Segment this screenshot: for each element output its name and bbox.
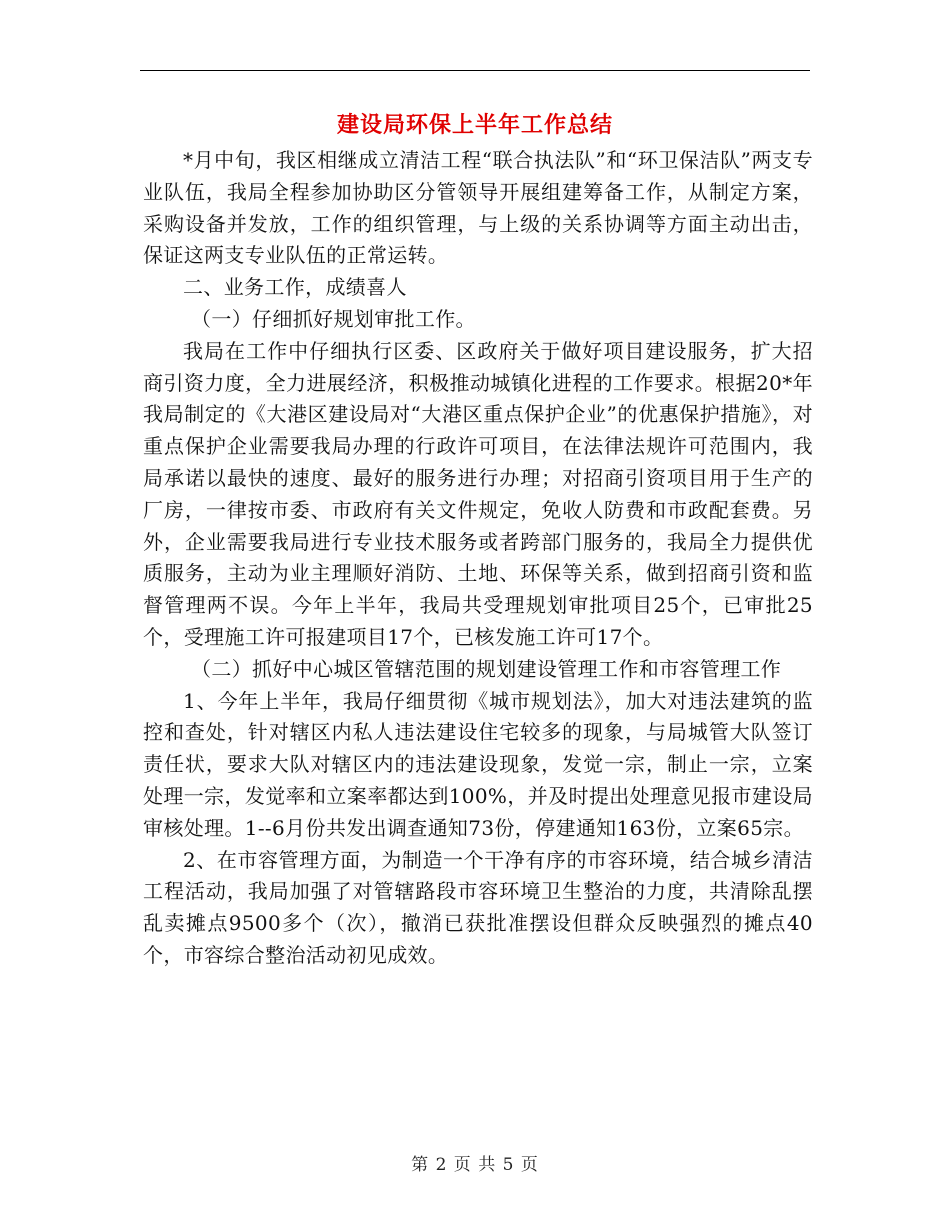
header-rule bbox=[140, 70, 810, 71]
paragraph-team-setup: *月中旬，我区相继成立清洁工程“联合执法队”和“环卫保洁队”两支专业队伍，我局全程参加协助区分管领导开展组建筹备工作，从制定方案，采购设备并发放，工作的组织管理，与上级的关系协调等方面主动出击，保证这两支专业队伍的正常运转。 bbox=[143, 148, 813, 268]
subsection-heading-city-management: （二）抓好中心城区管辖范围的规划建设管理工作和市容管理工作 bbox=[191, 656, 782, 681]
paragraph-planning-approval: 我局在工作中仔细执行区委、区政府关于做好项目建设服务，扩大招商引资力度，全力进展经济，积极推动城镇化进程的工作要求。根据20*年我局制定的《大港区建设局对“大港区重点保护企业”的优惠保护措施》，对重点保护企业需要我局办理的行政许可项目，在法律法规许可范围内，我局承诺以最快的速度、最好的服务进行办理；对招商引资项目用于生产的厂房，一律按市委、市政府有关文件规定，免收人防费和市政配套费。另外，企业需要我局进行专业技术服务或者跨部门服务的，我局全力提供优质服务，主动为业主理顺好消防、土地、环保等关系，做到招商引资和监督管理两不误。今年上半年，我局共受理规划审批项目25个，已审批25个，受理施工许可报建项目17个，已核发施工许可17个。 bbox=[143, 338, 813, 649]
document-title: 建设局环保上半年工作总结 bbox=[336, 112, 613, 138]
document-body bbox=[143, 145, 813, 972]
paragraph-city-appearance: 2、在市容管理方面，为制造一个干净有序的市容环境，结合城乡清洁工程活动，我局加强了对管辖路段市容环境卫生整治的力度，共清除乱摆乱卖摊点9500多个（次），撤消已获批准摆设但群众反映强烈的摊点40个，市容综合整治活动初见成效。 bbox=[143, 847, 813, 967]
page-number-footer: 第 2 页 共 5 页 bbox=[411, 1155, 539, 1175]
section-heading-business: 二、业务工作，成绩喜人 bbox=[183, 275, 407, 300]
subsection-heading-planning-approval: （一）仔细抓好规划审批工作。 bbox=[191, 306, 476, 331]
paragraph-illegal-construction: 1、今年上半年，我局仔细贯彻《城市规划法》，加大对违法建筑的监控和查处，针对辖区内私人违法建设住宅较多的现象，与局城管大队签订责任状，要求大队对辖区内的违法建设现象，发觉一宗，制止一宗，立案处理一宗，发觉率和立案率都达到100%，并及时提出处理意见报市建设局审核处理。1--6月份共发出调查通知73份，停建通知163份，立案65宗。 bbox=[143, 688, 813, 840]
